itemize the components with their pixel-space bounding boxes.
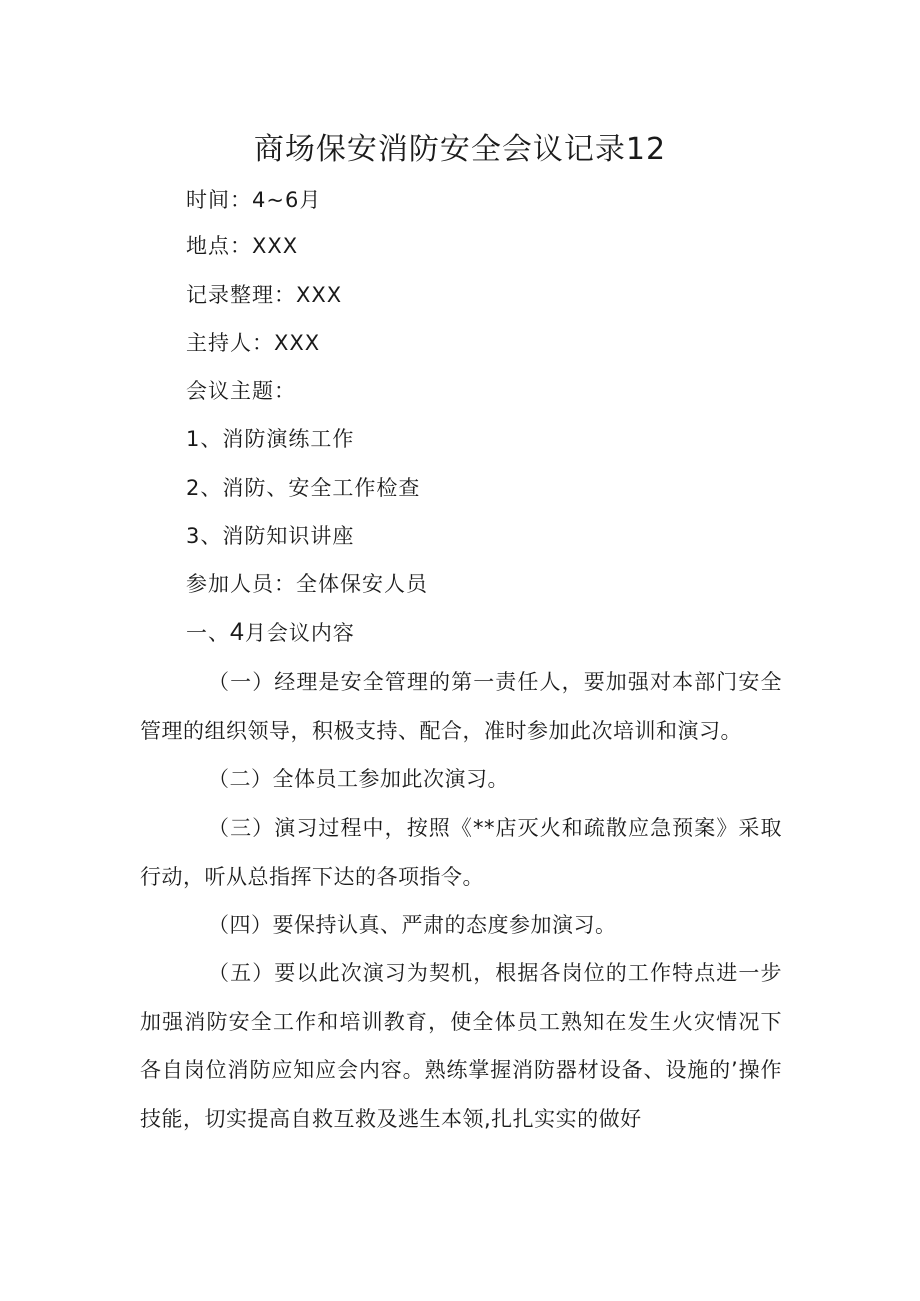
participants: 参加人员：全体保安人员 [186,572,428,596]
section-heading-number: 4 [230,618,245,646]
content-paragraph: （三）演习过程中，按照《**店灭火和疏散应急预案》采取行动，听从总指挥下达的各项指令。 [140,816,782,889]
meeting-host: 主持人：XXX [186,331,321,355]
topic-item: 1、消防演练工作 [186,427,355,451]
content-paragraph: （五）要以此次演习为契机，根据各岗位的工作特点进一步加强消防安全工作和培训教育，使全体员工熟知在发生火灾情况下各自岗位消防应知应会内容。熟练掌握消防器材设备、设施的’操作技能，切实提高自救互救及逃生本领,扎扎实实的做好 [140,961,782,1131]
meeting-place: 地点：XXX [186,234,299,258]
section-heading [186,616,355,649]
content-paragraph: （一）经理是安全管理的第一责任人，要加强对本部门安全管理的组织领导，积极支持、配合，准时参加此次培训和演习。 [140,670,782,743]
meeting-recorder: 记录整理：XXX [186,283,343,307]
topic-item: 3、消防知识讲座 [186,524,355,548]
section-heading-prefix: 一、 [186,621,230,645]
meeting-time: 时间：4~6月 [186,188,322,212]
topic-item: 2、消防、安全工作检查 [186,476,421,500]
section-heading-suffix: 月会议内容 [244,621,355,645]
document-title: 商场保安消防安全会议记录12 [253,132,667,167]
topics-heading: 会议主题： [186,379,296,403]
content-paragraph: （二）全体员工参加此次演习。 [208,767,509,791]
content-paragraph: （四）要保持认真、严肃的态度参加演习。 [208,913,617,937]
